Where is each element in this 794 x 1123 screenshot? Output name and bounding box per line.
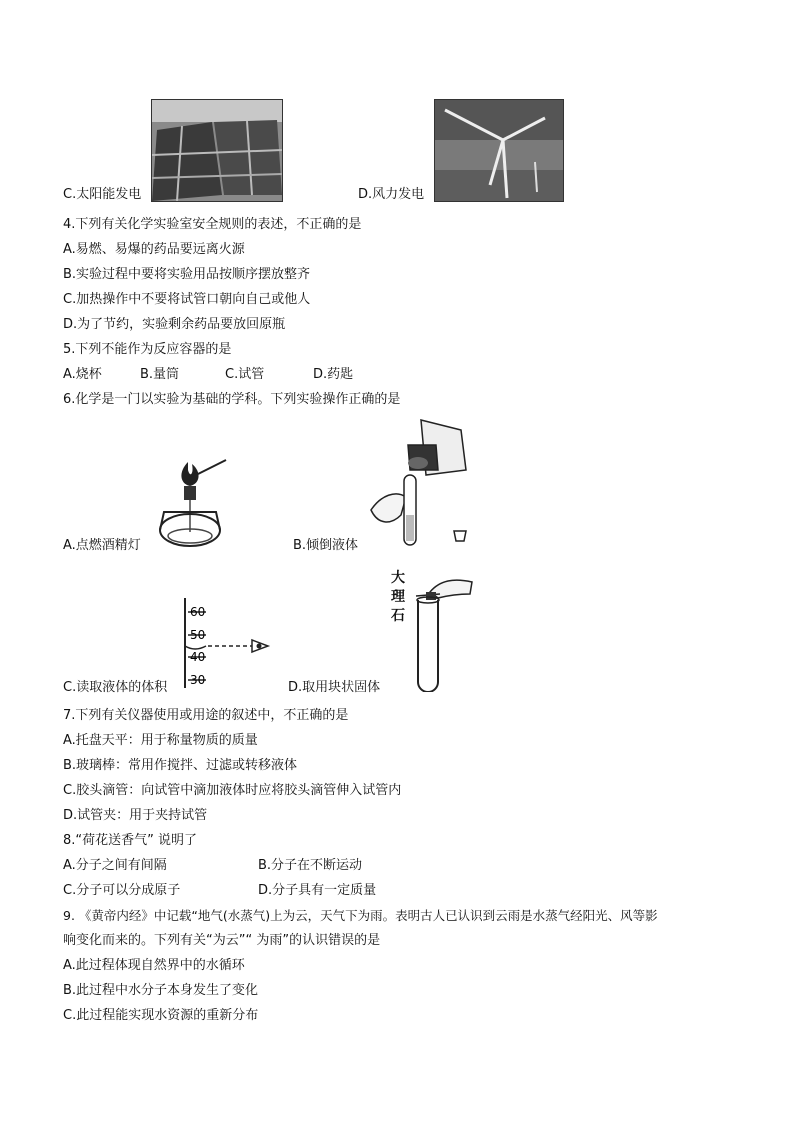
question-8-option-c: C.分子可以分成原子 <box>63 883 181 898</box>
tick-40: 40 <box>190 650 206 664</box>
question-7-option-d: D.试管夹：用于夹持试管 <box>63 808 208 823</box>
question-8-option-b: B.分子在不断运动 <box>258 858 363 873</box>
question-8-stem: 8.“荷花送香气” 说明了 <box>63 833 198 848</box>
question-6-stem: 6.化学是一门以实验为基础的学科。下列实验操作正确的是 <box>63 392 401 407</box>
pouring-liquid-figure <box>366 415 476 550</box>
question-7-option-c: C.胶头滴管：向试管中滴加液体时应将胶头滴管伸入试管内 <box>63 783 402 798</box>
question-4-option-c: C.加热操作中不要将试管口朝向自己或他人 <box>63 292 311 307</box>
graduated-cylinder-figure <box>180 598 280 688</box>
solar-panel-image <box>152 100 282 201</box>
question-4-option-d: D.为了节约，实验剩余药品要放回原瓶 <box>63 317 286 332</box>
solar-power-photo <box>151 99 283 202</box>
question-7-option-b: B.玻璃棒：常用作搅拌、过滤或转移液体 <box>63 758 298 773</box>
question-5-option-a: A.烧杯 <box>63 367 102 382</box>
tick-60: 60 <box>190 605 206 619</box>
question-5-option-b: B.量筒 <box>140 367 180 382</box>
marble-label-2: 理 <box>391 589 405 605</box>
question-4-option-b: B.实验过程中要将实验用品按顺序摆放整齐 <box>63 267 311 282</box>
question-7-option-a: A.托盘天平：用于称量物质的质量 <box>63 733 258 748</box>
alcohol-lamp-figure <box>150 452 230 552</box>
question-6-option-a: A.点燃酒精灯 <box>63 538 141 553</box>
question-9-option-b: B.此过程中水分子本身发生了变化 <box>63 983 259 998</box>
question-9-option-a: A.此过程体现自然界中的水循环 <box>63 958 245 973</box>
question-8-option-d: D.分子具有一定质量 <box>258 883 377 898</box>
question-4-stem: 4.下列有关化学实验室安全规则的表述，不正确的是 <box>63 217 362 232</box>
question-6-option-b: B.倾倒液体 <box>293 538 359 553</box>
tick-50: 50 <box>190 628 206 642</box>
block-solid-figure <box>412 570 482 692</box>
question-5-stem: 5.下列不能作为反应容器的是 <box>63 342 232 357</box>
question-5-option-c: C.试管 <box>225 367 265 382</box>
question-6-option-d: D.取用块状固体 <box>288 680 381 695</box>
tick-30: 30 <box>190 673 206 687</box>
option-c-solar: C.太阳能发电 <box>63 187 142 202</box>
question-4-option-a: A.易燃、易爆的药品要远离火源 <box>63 242 245 257</box>
question-9-stem-line-1: 9. 《黄帝内经》中记载“地气(水蒸气)上为云，天气下为雨。表明古人已认识到云雨是水蒸气经阳光、风等影 <box>63 908 658 923</box>
marble-label-1: 大 <box>391 570 405 586</box>
question-8-option-a: A.分子之间有间隔 <box>63 858 167 873</box>
question-5-option-d: D.药匙 <box>313 367 354 382</box>
marble-label-3: 石 <box>391 608 405 624</box>
wind-power-photo <box>434 99 564 202</box>
wind-turbine-image <box>435 100 563 201</box>
question-7-stem: 7.下列有关仪器使用或用途的叙述中，不正确的是 <box>63 708 349 723</box>
question-6-option-c: C.读取液体的体积 <box>63 680 168 695</box>
option-d-wind: D.风力发电 <box>358 187 425 202</box>
question-9-stem-line-2: 响变化而来的。下列有关“为云”“ 为雨”的认识错误的是 <box>63 933 381 948</box>
question-9-option-c: C.此过程能实现水资源的重新分布 <box>63 1008 259 1023</box>
